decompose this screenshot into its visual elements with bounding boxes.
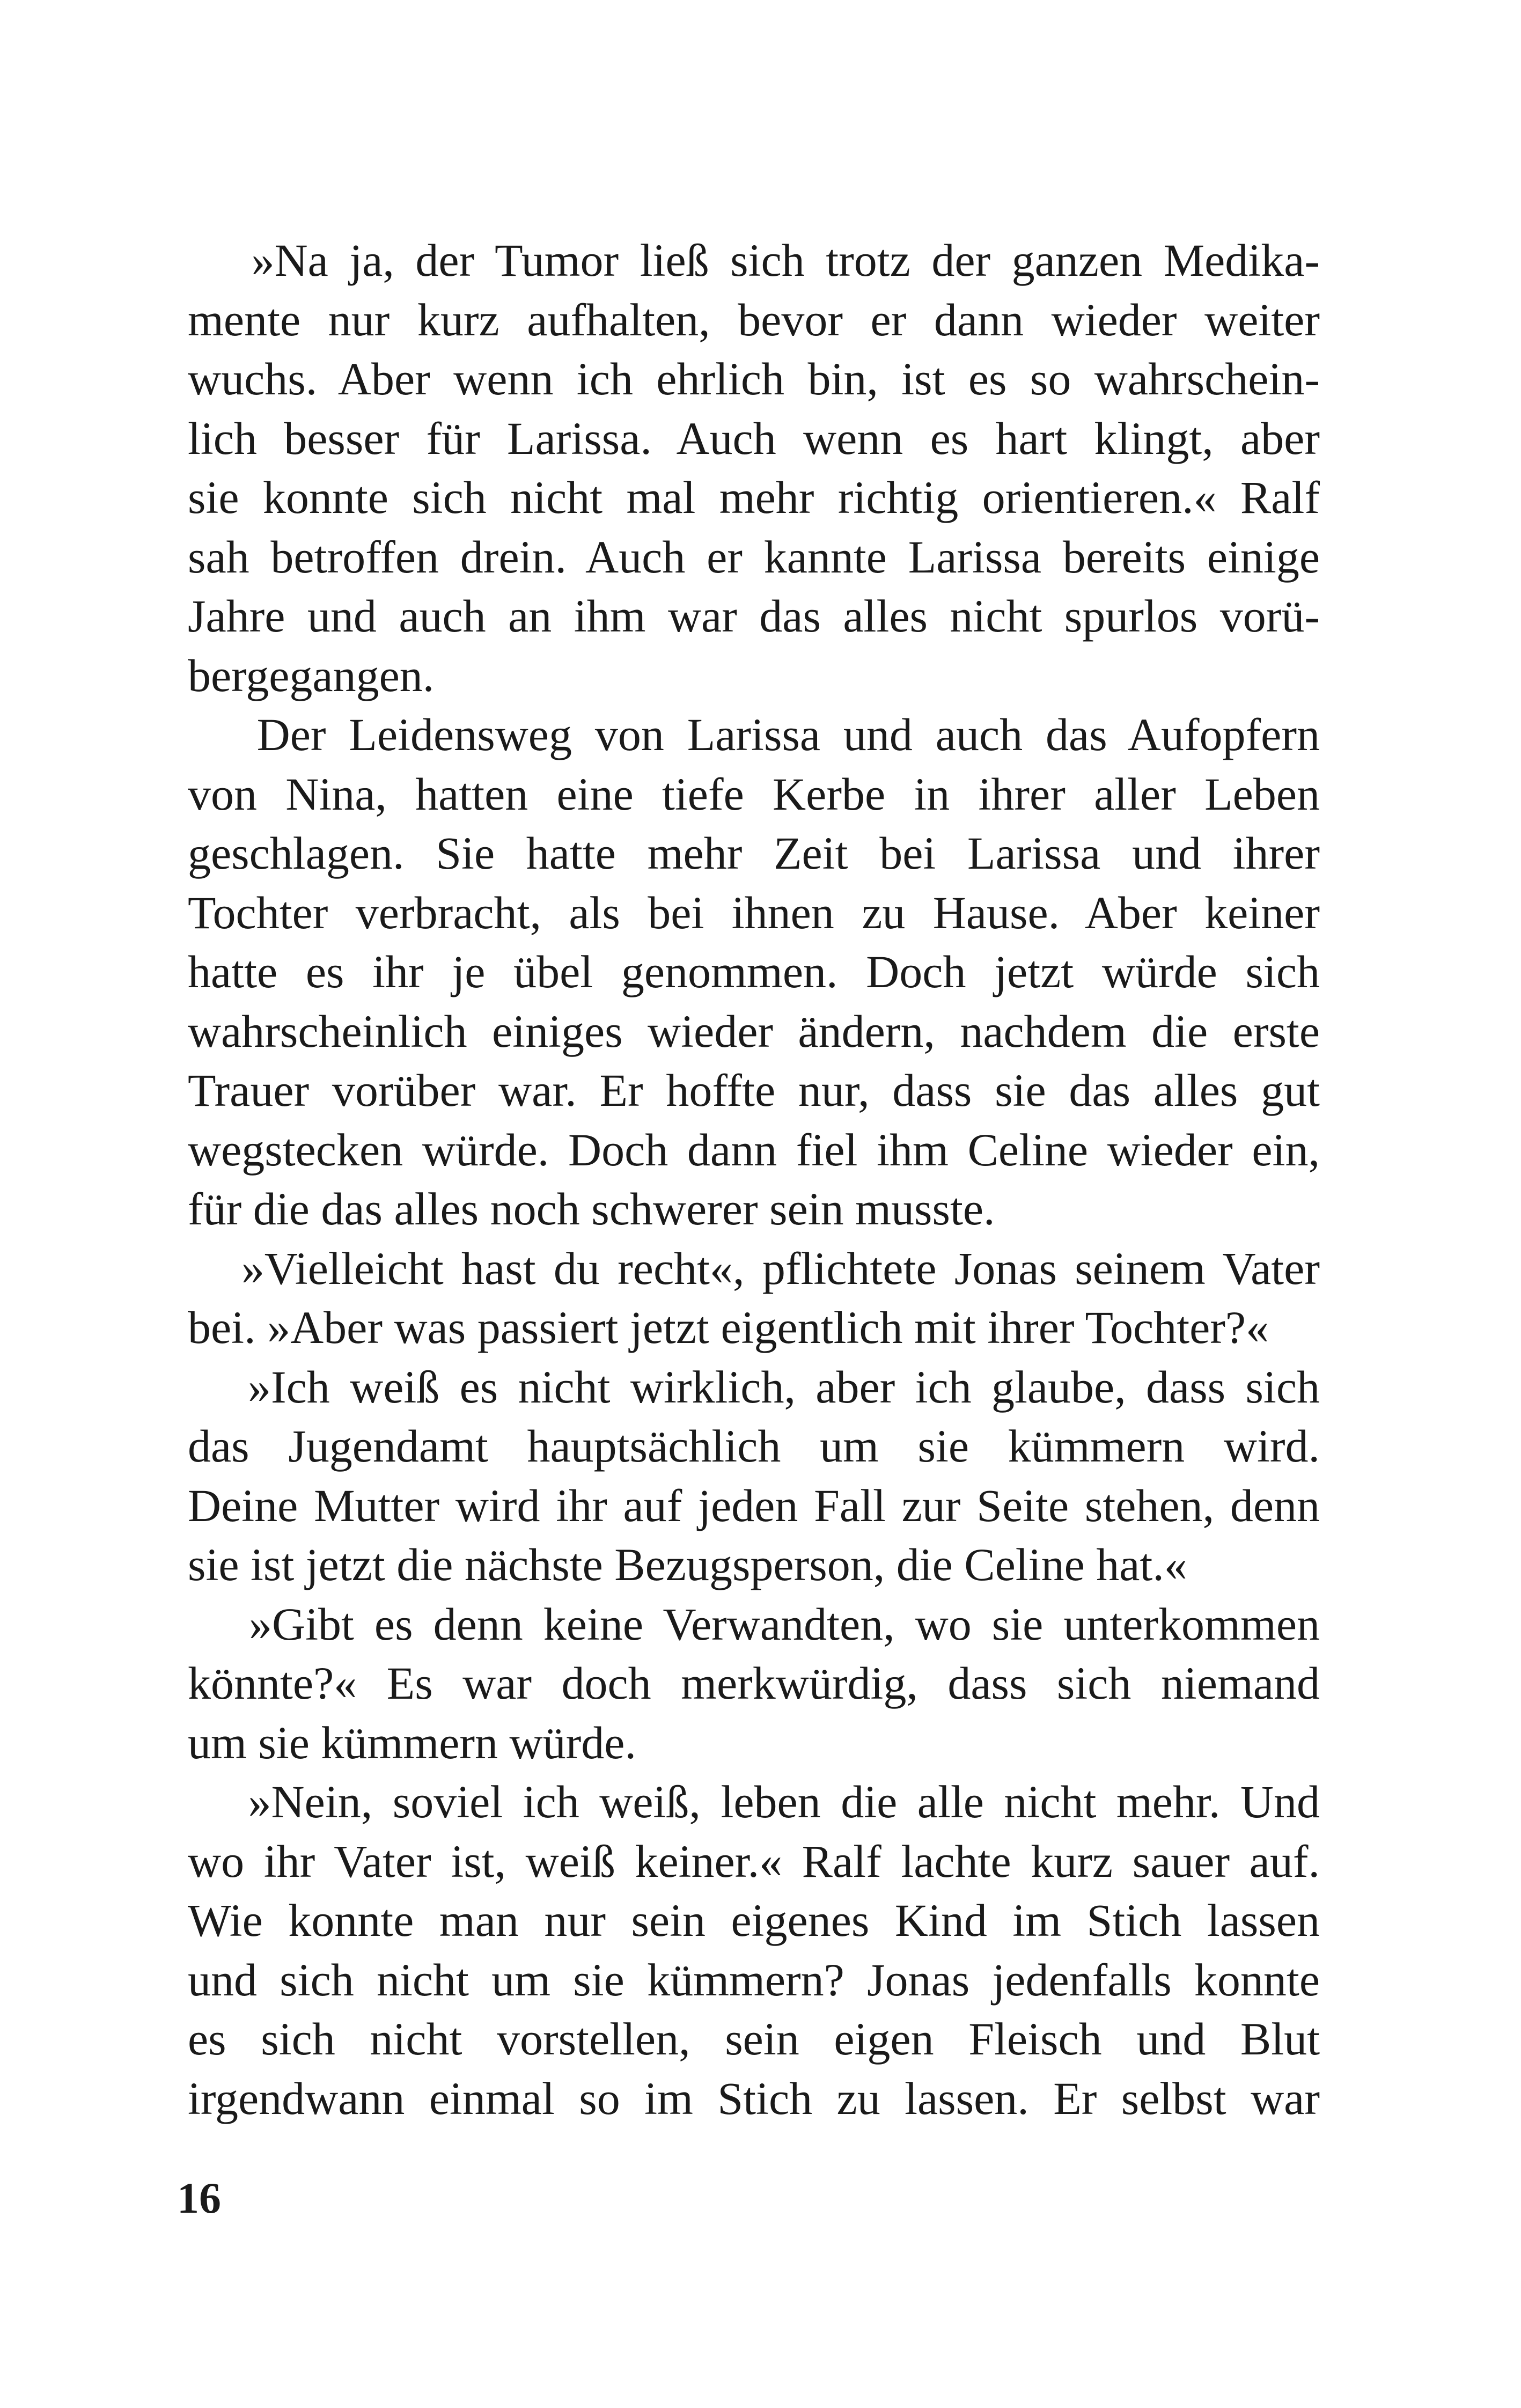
text-line: irgendwann einmal so im Stich zu lassen. Er selbst war (188, 2072, 1320, 2124)
text-line: bergegangen. (188, 649, 435, 701)
text-line: wo ihr Vater ist, weiß keiner.« Ralf lachte kurz sauer auf. (188, 1835, 1320, 1887)
text-line: Trauer vorüber war. Er hoffte nur, dass sie das alles gut (188, 1064, 1320, 1116)
text-line: sie konnte sich nicht mal mehr richtig orientieren.« Ralf (188, 472, 1320, 523)
text-line: geschlagen. Sie hatte mehr Zeit bei Larissa und ihrer (188, 827, 1320, 879)
text-line: um sie kümmern würde. (188, 1716, 636, 1768)
text-line: wegstecken würde. Doch dann fiel ihm Celine wieder ein, (188, 1124, 1320, 1176)
text-line: für die das alles noch schwerer sein musste. (188, 1183, 995, 1235)
text-line: »Ich weiß es nicht wirklich, aber ich glaube, dass sich (188, 1361, 1320, 1413)
text-line: Wie konnte man nur sein eigenes Kind im Stich lassen (188, 1895, 1320, 1946)
text-line: Der Leidensweg von Larissa und auch das Aufopfern (188, 709, 1320, 760)
text-line: Jahre und auch an ihm war das alles nicht spurlos vorü- (188, 590, 1320, 642)
text-line: Tochter verbracht, als bei ihnen zu Hause. Aber keiner (188, 886, 1320, 938)
text-line: von Nina, hatten eine tiefe Kerbe in ihrer aller Leben (188, 768, 1320, 820)
text-line: wahrscheinlich einiges wieder ändern, nachdem die erste (188, 1005, 1320, 1057)
text-line: bei. »Aber was passiert jetzt eigentlich mit ihrer Tochter?« (188, 1302, 1269, 1353)
text-line: hatte es ihr je übel genommen. Doch jetzt würde sich (188, 946, 1320, 997)
text-line: könnte?« Es war doch merkwürdig, dass sich niemand (188, 1657, 1320, 1709)
text-line: »Gibt es denn keine Verwandten, wo sie unterkommen (188, 1598, 1320, 1650)
text-line: »Nein, soviel ich weiß, leben die alle nicht mehr. Und (188, 1776, 1320, 1827)
text-line: und sich nicht um sie kümmern? Jonas jedenfalls konnte (188, 1954, 1320, 2006)
page-number: 16 (177, 2174, 221, 2222)
text-line: lich besser für Larissa. Auch wenn es hart klingt, aber (188, 412, 1320, 464)
text-line: mente nur kurz aufhalten, bevor er dann wieder weiter (188, 293, 1320, 346)
text-line: wuchs. Aber wenn ich ehrlich bin, ist es so wahrschein- (188, 353, 1320, 405)
text-line: Deine Mutter wird ihr auf jeden Fall zur Seite stehen, denn (188, 1479, 1320, 1531)
text-line: sah betroffen drein. Auch er kannte Larissa bereits einige (188, 531, 1320, 583)
text-line: das Jugendamt hauptsächlich um sie kümmern wird. (188, 1420, 1320, 1472)
body-text (188, 231, 1320, 2128)
text-line: »Vielleicht hast du recht«, pflichtete Jonas seinem Vater (188, 1242, 1320, 1294)
text-line: es sich nicht vorstellen, sein eigen Fleisch und Blut (188, 2013, 1320, 2065)
text-line: »Na ja, der Tumor ließ sich trotz der ganzen Medika- (188, 234, 1320, 286)
text-line: sie ist jetzt die nächste Bezugsperson, die Celine hat.« (188, 1539, 1187, 1590)
